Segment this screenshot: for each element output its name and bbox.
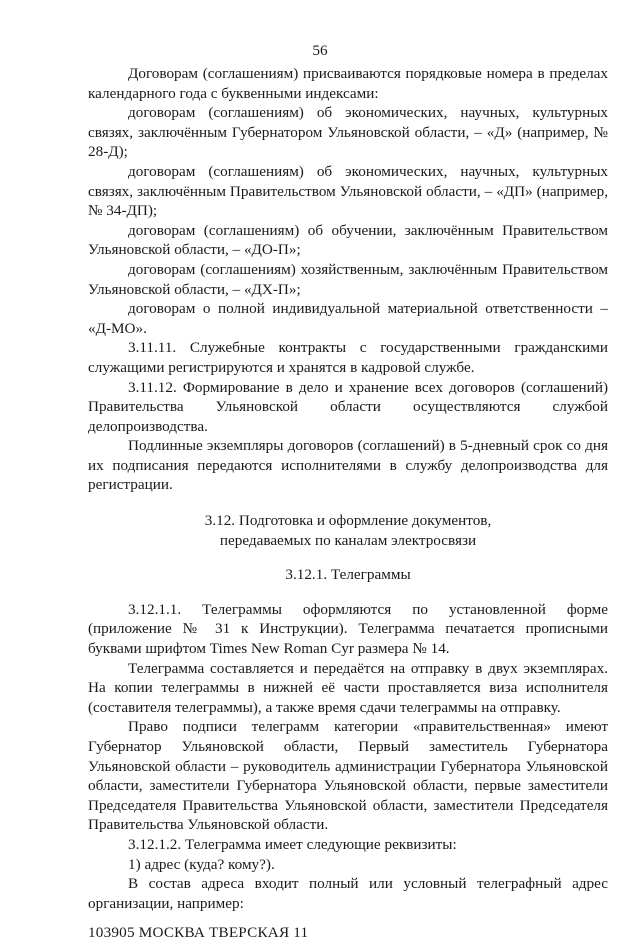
paragraph-government-agreements: договорам (соглашениям) об экономических, научных, культурных связях, заключённым Правительством Ульяновской области, – «ДП» (например, № 34-ДП);	[88, 162, 608, 220]
paragraph-numbering-intro: Договорам (соглашениям) присваиваются порядковые номера в пределах календарного года с буквенными индексами:	[88, 65, 608, 102]
paragraph-3-11-11: 3.11.11. Служебные контракты с государственными гражданскими служащими регистрируются и хранятся в кадровой службе.	[88, 339, 608, 376]
paragraph-address-item: 1) адрес (куда? кому?).	[128, 855, 275, 873]
paragraph-3-12-1-1: 3.12.1.1. Телеграммы оформляются по установленной форме (приложение № 31 к Инструкции). Телеграмма печатается прописными буквами шрифтом Times New Roman Cyr размера № 14.	[88, 600, 608, 658]
page-number: 56	[312, 42, 328, 59]
paragraph-liability-agreements: договорам о полной индивидуальной материальной ответственности – «Д-МО».	[88, 300, 608, 337]
paragraph-address-composition: В состав адреса входит полный или условный телеграфный адрес организации, например:	[88, 875, 608, 912]
subsection-heading-3-12-1: 3.12.1. Телеграммы	[285, 566, 411, 584]
document-body	[88, 64, 608, 943]
paragraph-governor-agreements: договорам (соглашениям) об экономических, научных, культурных связях, заключённым Губернатором Ульяновской области, – «Д» (например, № 28-Д);	[88, 104, 608, 161]
paragraph-economic-agreements: договорам (соглашениям) хозяйственным, заключённым Правительством Ульяновской области, – «ДХ-П»;	[88, 260, 608, 298]
paragraph-education-agreements: договорам (соглашениям) об обучении, заключённым Правительством Ульяновской области, – «ДО-П»;	[88, 221, 608, 259]
address-example: 103905 МОСКВА ТВЕРСКАЯ 11	[88, 924, 309, 942]
paragraph-3-12-1-2: 3.12.1.2. Телеграмма имеет следующие реквизиты:	[128, 835, 457, 853]
paragraph-3-11-12: 3.11.12. Формирование в дело и хранение всех договоров (соглашений) Правительства Ульяновской области осуществляются службой делопроизводства.	[88, 378, 608, 435]
paragraph-signing-rights: Право подписи телеграмм категории «правительственная» имеют Губернатор Ульяновской области, Первый заместитель Губернатора Ульяновской области – руководитель администрации Губернатора Ульяновской области, заместители Губернатора Ульяновской области, первые заместители Председателя Правительства Ульяновской области, заместители Председателя Правительства Ульяновской области.	[88, 718, 608, 834]
section-heading-3-12-line2: передаваемых по каналам электросвязи	[219, 531, 477, 549]
paragraph-originals: Подлинные экземпляры договоров (соглашений) в 5-дневный срок со дня их подписания передаются исполнителями в службу делопроизводства для регистрации.	[88, 437, 608, 494]
section-heading-3-12-line1: 3.12. Подготовка и оформление документов,	[204, 512, 492, 530]
paragraph-telegram-copies: Телеграмма составляется и передаётся на отправку в двух экземплярах. На копии телеграммы в нижней её части проставляется виза исполнителя (составителя телеграммы), а также время сдачи телеграммы на отправку.	[88, 659, 608, 716]
